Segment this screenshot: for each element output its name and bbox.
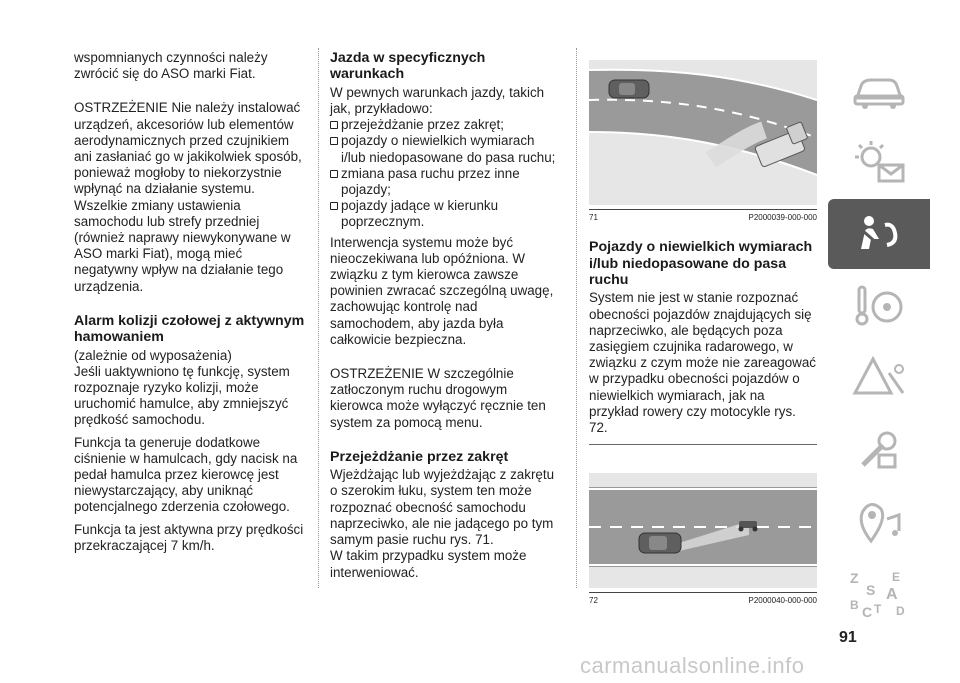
car-icon xyxy=(639,533,681,553)
tab-warning-lights[interactable] xyxy=(828,127,930,197)
tab-service[interactable] xyxy=(828,415,930,485)
page-number: 91 xyxy=(839,629,857,646)
tab-starting-driving[interactable] xyxy=(828,271,930,341)
paragraph: Funkcja ta jest aktywna przy prędkości przekraczającej 7 km/h. xyxy=(74,521,304,553)
safety-airbag-icon xyxy=(849,209,909,259)
index-letter: C xyxy=(862,604,873,620)
column-divider xyxy=(576,48,577,588)
car-icon xyxy=(849,68,909,112)
chapter-tabs xyxy=(828,55,930,631)
section-heading: Pojazdy o niewielkich wymiarach i/lub niedopasowane do pasa ruchu xyxy=(589,239,813,289)
index-letter: E xyxy=(892,570,901,584)
column-divider xyxy=(318,48,319,588)
section-heading: Jazda w specyficznych warunkach xyxy=(330,50,486,83)
index-letter: B xyxy=(850,598,859,612)
list-item: zmiana pasa ruchu przez inne pojazdy; xyxy=(330,166,562,198)
tab-car[interactable] xyxy=(828,55,930,125)
figure-caption xyxy=(589,213,817,223)
paragraph: W takim przypadku system może interweniować. xyxy=(330,548,527,580)
warning-paragraph: OSTRZEŻENIE W szczególnie zatłoczonym ruchu drogowym kierowca może wyłączyć ręcznie ten system za pomocą menu. xyxy=(330,366,546,430)
section-heading: Przejeżdżanie przez zakręt xyxy=(330,448,509,465)
list-item: pojazdy jadące w kierunku poprzecznym. xyxy=(330,198,562,230)
index-letter: D xyxy=(896,604,905,618)
left-column xyxy=(74,50,306,560)
paragraph: Funkcja ta generuje dodatkowe ciśnienie w hamulcach, gdy nacisk na pedał hamulca przez kierowcę jest niewystarczający, aby uniknąć potencjalnego zderzenia czołowego. xyxy=(74,434,298,515)
right-column xyxy=(589,60,817,606)
tab-emergency[interactable] xyxy=(828,343,930,413)
multimedia-icon xyxy=(849,497,909,547)
figure-72 xyxy=(589,473,817,606)
warning-lights-icon xyxy=(849,137,909,187)
index-letter: S xyxy=(866,582,876,598)
index-letter: Z xyxy=(850,570,859,586)
curve-road-illustration xyxy=(589,60,817,205)
figure-number: 71 xyxy=(589,213,598,223)
key-steering-icon xyxy=(849,281,909,331)
watermark: carmanualsonline.info xyxy=(580,653,805,678)
tab-multimedia[interactable] xyxy=(828,487,930,557)
figure-code: P2000040-000-000 xyxy=(748,596,817,606)
bullet-list xyxy=(330,117,562,230)
index-letter: A xyxy=(886,586,898,603)
paragraph: Interwencja systemu może być nieoczekiwana lub opóźniona. W związku z tym kierowca zawsze powinien zwracać szczególną uwagę, zachowując kontrolę nad samochodem, aby jazda była całkowicie bezpieczna. xyxy=(330,234,554,347)
breakdown-warning-icon xyxy=(849,353,909,403)
narrow-vehicle-illustration xyxy=(589,473,817,588)
paragraph: Wjeżdżając lub wyjeżdżając z zakrętu o szerokim łuku, system ten może rozpoznać obecność samochodu naprzeciwko, ale nie jadącego po tym samym pasie ruchu rys. 71. xyxy=(330,467,555,548)
paragraph: Jeśli uaktywniono tę funkcję, system rozpoznaje ryzyko kolizji, może uruchomić hamulce, aby zmniejszyć prędkość samochodu. xyxy=(74,363,290,428)
figure-caption xyxy=(589,596,817,606)
index-letters-icon xyxy=(844,567,914,621)
paragraph: (zależnie od wyposażenia) xyxy=(74,347,232,363)
paragraph: System nie jest w stanie rozpoznać obecności pojazdów znajdujących się naprzeciwko, ale będących poza zasięgiem czujnika radarowego, w związku z czym może nie zareagować w przypadku obecności pojazdów o niewielkich wymiarach, jak na przykład rowery czy motocykle rys. 72. xyxy=(589,290,816,436)
service-wrench-icon xyxy=(849,425,909,475)
index-letter: T xyxy=(874,602,882,616)
figure-number: 72 xyxy=(589,596,598,606)
figure-code: P2000039-000-000 xyxy=(748,213,817,223)
middle-column xyxy=(330,50,562,587)
car-icon xyxy=(609,80,649,98)
tab-index[interactable] xyxy=(828,559,930,629)
section-heading: Alarm kolizji czołowej z aktywnym hamowaniem xyxy=(74,312,305,346)
warning-paragraph: OSTRZEŻENIE Nie należy instalować urządzeń, akcesoriów lub elementów aerodynamicznych przed czujnikiem ani zasłaniać go w jakikolwiek sposób, ponieważ mogłoby to niekorzystnie wpłynąć na działanie systemu. Wszelkie zmiany ustawienia samochodu lub strefy przedniej (również naprawy niewykonywane w ASO marki Fiat), mogą mieć negatywny wpływ na działanie tego urządzenia. xyxy=(74,100,302,294)
paragraph: W pewnych warunkach jazdy, takich jak, przykładowo: xyxy=(330,84,545,117)
list-item: pojazdy o niewielkich wymiarach i/lub niedopasowane do pasa ruchu; xyxy=(330,133,562,165)
figure-71 xyxy=(589,60,817,223)
paragraph: wspomnianych czynności należy zwrócić się do ASO marki Fiat. xyxy=(74,50,268,82)
list-item: przejeżdżanie przez zakręt; xyxy=(330,117,562,133)
tab-safety[interactable] xyxy=(828,199,930,269)
